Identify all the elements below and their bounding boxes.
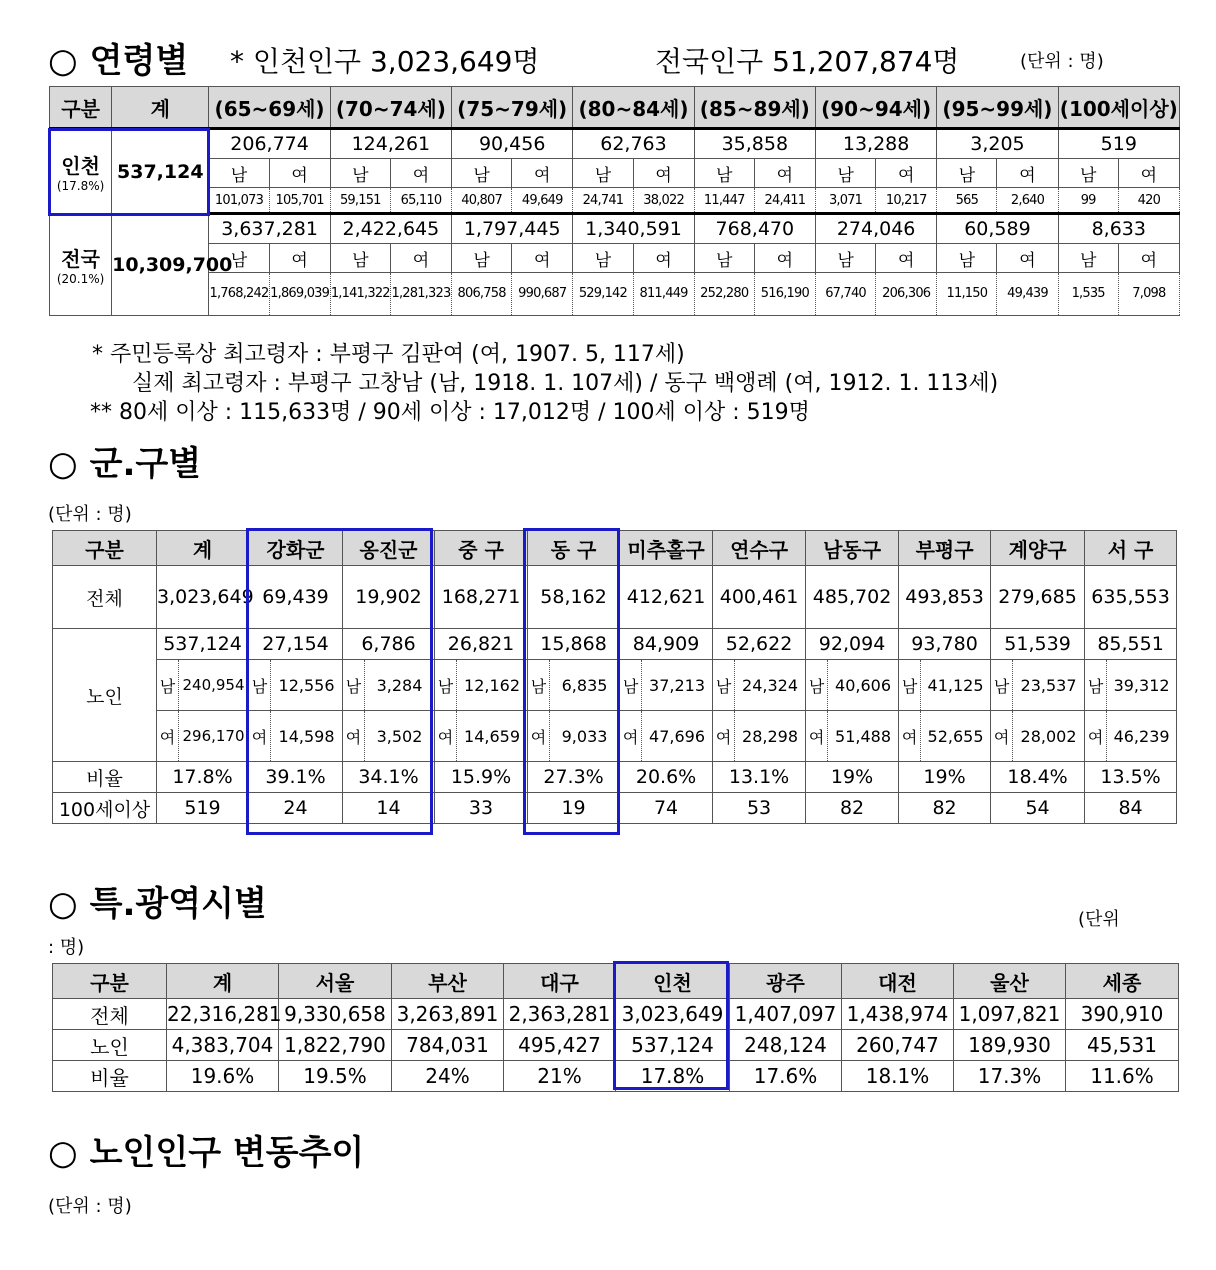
table-row [50, 159, 1180, 188]
male-label: 남 [573, 159, 633, 188]
female-count: 65,110 [390, 188, 451, 214]
unit-label: (단위 : 명) [48, 1196, 132, 1217]
column-header: 대전 [842, 964, 954, 999]
female-elderly-count: 52,655 [921, 711, 991, 762]
total-population: 69,439 [249, 566, 343, 629]
age-group-table [49, 86, 1180, 316]
female-label: 여 [713, 711, 735, 762]
elderly-population: 189,930 [954, 1030, 1066, 1061]
female-label: 여 [1118, 244, 1179, 273]
male-label: 남 [806, 660, 828, 711]
male-count: 806,758 [452, 273, 512, 316]
table-row [53, 999, 1179, 1030]
female-elderly-count: 47,696 [642, 711, 713, 762]
total-population: 58,162 [528, 566, 620, 629]
section-title-text: 연령별 [89, 41, 189, 81]
elderly-ratio: 24% [392, 1061, 504, 1092]
elderly-population: 1,822,790 [279, 1030, 392, 1061]
male-count: 11,447 [694, 188, 754, 214]
age-group-total: 3,205 [937, 129, 1058, 159]
section-title-age [48, 33, 188, 82]
male-label: 남 [1085, 660, 1107, 711]
male-count: 67,740 [815, 273, 875, 316]
table-row [53, 660, 1177, 711]
elderly-population: 84,909 [620, 629, 713, 660]
female-label: 여 [269, 159, 330, 188]
male-count: 1,768,242 [209, 273, 269, 316]
centenarian-count: 84 [1085, 793, 1177, 824]
column-header: 부산 [392, 964, 504, 999]
age-group-total: 60,589 [937, 214, 1058, 244]
female-label: 여 [1118, 159, 1179, 188]
male-label: 남 [1058, 244, 1118, 273]
elderly-ratio: 19% [899, 762, 991, 793]
centenarian-count: 82 [899, 793, 991, 824]
column-header: 인천 [616, 964, 730, 999]
female-label: 여 [754, 244, 815, 273]
total-population: 412,621 [620, 566, 713, 629]
district-table [52, 530, 1177, 824]
elderly-ratio: 18.4% [991, 762, 1085, 793]
elderly-population: 4,383,704 [167, 1030, 279, 1061]
row-label: 전체 [53, 566, 157, 629]
total-population: 3,263,891 [392, 999, 504, 1030]
column-header: 세종 [1066, 964, 1179, 999]
elderly-ratio: 11.6% [1066, 1061, 1179, 1092]
female-elderly-count: 51,488 [828, 711, 899, 762]
row-label: 노인 [53, 1030, 167, 1061]
total-population: 2,363,281 [504, 999, 616, 1030]
column-header: 계양구 [991, 531, 1085, 566]
male-label: 남 [899, 660, 921, 711]
column-header: 계 [112, 87, 209, 129]
female-label: 여 [249, 711, 271, 762]
female-count: 1,281,323 [390, 273, 451, 316]
incheon-row-label [50, 129, 112, 214]
table-row [50, 129, 1180, 159]
total-population: 400,461 [713, 566, 806, 629]
male-label: 남 [937, 159, 997, 188]
age-group-total: 13,288 [815, 129, 936, 159]
age-group-total: 2,422,645 [330, 214, 451, 244]
female-label: 여 [512, 244, 573, 273]
column-header: 남동구 [806, 531, 899, 566]
female-label: 여 [620, 711, 642, 762]
row-label: 100세이상 [53, 793, 157, 824]
circle-bullet-icon: ○ [48, 41, 78, 81]
elderly-ratio: 13.1% [713, 762, 806, 793]
female-elderly-count: 9,033 [550, 711, 620, 762]
nation-population-summary: 전국인구 51,207,874명 [655, 45, 960, 78]
female-count: 206,306 [876, 273, 937, 316]
female-count: 990,687 [512, 273, 573, 316]
section-title-district [48, 436, 201, 485]
female-label: 여 [269, 244, 330, 273]
male-count: 252,280 [694, 273, 754, 316]
region-share: (17.8%) [56, 179, 105, 193]
male-label: 남 [330, 244, 390, 273]
elderly-ratio: 15.9% [435, 762, 528, 793]
centenarian-count: 19 [528, 793, 620, 824]
age-group-total: 3,637,281 [209, 214, 330, 244]
age-group-total: 1,340,591 [573, 214, 694, 244]
elderly-population: 27,154 [249, 629, 343, 660]
age-group-total: 8,633 [1058, 214, 1179, 244]
column-header: 구분 [53, 531, 157, 566]
elderly-ratio: 17.8% [616, 1061, 730, 1092]
column-header: (90~94세) [815, 87, 936, 129]
male-count: 24,741 [573, 188, 633, 214]
age-group-total: 35,858 [694, 129, 815, 159]
male-label: 남 [620, 660, 642, 711]
female-count: 105,701 [269, 188, 330, 214]
column-header: 미추홀구 [620, 531, 713, 566]
column-header: 연수구 [713, 531, 806, 566]
male-label: 남 [1058, 159, 1118, 188]
male-label: 남 [343, 660, 365, 711]
table-row [53, 793, 1177, 824]
female-count: 7,098 [1118, 273, 1179, 316]
elderly-population: 51,539 [991, 629, 1085, 660]
male-label: 남 [209, 244, 269, 273]
total-population: 485,702 [806, 566, 899, 629]
table-row [50, 273, 1180, 316]
female-label: 여 [1085, 711, 1107, 762]
male-label: 남 [452, 244, 512, 273]
elderly-population: 537,124 [157, 629, 249, 660]
column-header: (95~99세) [937, 87, 1058, 129]
female-count: 38,022 [633, 188, 694, 214]
female-elderly-count: 28,002 [1013, 711, 1085, 762]
centenarian-count: 33 [435, 793, 528, 824]
male-label: 남 [991, 660, 1013, 711]
female-label: 여 [528, 711, 550, 762]
centenarian-count: 14 [343, 793, 435, 824]
elderly-population: 15,868 [528, 629, 620, 660]
male-count: 565 [937, 188, 997, 214]
column-header: 중 구 [435, 531, 528, 566]
female-count: 49,439 [997, 273, 1058, 316]
male-count: 3,071 [815, 188, 875, 214]
region-share: (20.1%) [56, 272, 105, 286]
male-elderly-count: 23,537 [1013, 660, 1085, 711]
centenarian-count: 82 [806, 793, 899, 824]
note-oldest-registered: * 주민등록상 최고령자 : 부평구 김판여 (여, 1907. 5, 117세) [92, 342, 685, 367]
female-count: 1,869,039 [269, 273, 330, 316]
male-label: 남 [815, 159, 875, 188]
total-population: 279,685 [991, 566, 1085, 629]
column-header: (85~89세) [694, 87, 815, 129]
circle-bullet-icon: ○ [48, 884, 78, 924]
male-count: 40,807 [452, 188, 512, 214]
female-label: 여 [390, 244, 451, 273]
table-header-row [53, 531, 1177, 566]
column-header: 광주 [730, 964, 842, 999]
section-title-trend [48, 1125, 364, 1174]
female-label: 여 [876, 244, 937, 273]
table-row [53, 629, 1177, 660]
column-header: 옹진군 [343, 531, 435, 566]
row-label: 노인 [53, 629, 157, 762]
elderly-population: 248,124 [730, 1030, 842, 1061]
age-group-total: 90,456 [452, 129, 573, 159]
total-population: 168,271 [435, 566, 528, 629]
male-count: 59,151 [330, 188, 390, 214]
elderly-population: 784,031 [392, 1030, 504, 1061]
male-count: 11,150 [937, 273, 997, 316]
column-header: 대구 [504, 964, 616, 999]
column-header: 계 [157, 531, 249, 566]
female-elderly-count: 46,239 [1107, 711, 1177, 762]
female-count: 24,411 [754, 188, 815, 214]
table-header-row [53, 964, 1179, 999]
table-row [53, 1061, 1179, 1092]
elderly-population: 6,786 [343, 629, 435, 660]
row-label: 전체 [53, 999, 167, 1030]
male-label: 남 [435, 660, 457, 711]
female-label: 여 [754, 159, 815, 188]
elderly-ratio: 27.3% [528, 762, 620, 793]
male-count: 101,073 [209, 188, 269, 214]
elderly-ratio: 19.6% [167, 1061, 279, 1092]
age-group-total: 274,046 [815, 214, 936, 244]
female-count: 49,649 [512, 188, 573, 214]
row-label: 비율 [53, 1061, 167, 1092]
female-label: 여 [390, 159, 451, 188]
elderly-population: 260,747 [842, 1030, 954, 1061]
total-population: 9,330,658 [279, 999, 392, 1030]
unit-label-part2: : 명) [48, 937, 85, 958]
male-count: 1,535 [1058, 273, 1118, 316]
age-group-total: 124,261 [330, 129, 451, 159]
age-group-total: 1,797,445 [452, 214, 573, 244]
male-label: 남 [694, 244, 754, 273]
female-label: 여 [157, 711, 179, 762]
elderly-ratio: 39.1% [249, 762, 343, 793]
total-population: 1,097,821 [954, 999, 1066, 1030]
male-label: 남 [157, 660, 179, 711]
nation-total: 10,309,700 [112, 214, 209, 316]
unit-label-part1: (단위 [1078, 909, 1120, 930]
column-header: 울산 [954, 964, 1066, 999]
male-elderly-count: 37,213 [642, 660, 713, 711]
column-header: (70~74세) [330, 87, 451, 129]
total-population: 1,407,097 [730, 999, 842, 1030]
centenarian-count: 54 [991, 793, 1085, 824]
column-header: 강화군 [249, 531, 343, 566]
total-population: 19,902 [343, 566, 435, 629]
male-elderly-count: 39,312 [1107, 660, 1177, 711]
section-title-text: 군.구별 [89, 444, 202, 484]
elderly-population: 45,531 [1066, 1030, 1179, 1061]
female-elderly-count: 14,659 [457, 711, 528, 762]
elderly-ratio: 21% [504, 1061, 616, 1092]
female-count: 811,449 [633, 273, 694, 316]
column-header: 계 [167, 964, 279, 999]
male-label: 남 [209, 159, 269, 188]
female-label: 여 [512, 159, 573, 188]
section-title-text: 노인인구 변동추이 [89, 1133, 365, 1173]
centenarian-count: 53 [713, 793, 806, 824]
incheon-population-summary: * 인천인구 3,023,649명 [230, 45, 540, 78]
male-elderly-count: 12,556 [271, 660, 343, 711]
male-label: 남 [694, 159, 754, 188]
female-label: 여 [899, 711, 921, 762]
elderly-ratio: 13.5% [1085, 762, 1177, 793]
column-header: 서 구 [1085, 531, 1177, 566]
age-group-total: 206,774 [209, 129, 330, 159]
table-row [50, 188, 1180, 214]
elderly-population: 495,427 [504, 1030, 616, 1061]
total-population: 22,316,281 [167, 999, 279, 1030]
total-population: 1,438,974 [842, 999, 954, 1030]
male-count: 1,141,322 [330, 273, 390, 316]
female-count: 2,640 [997, 188, 1058, 214]
column-header: 구분 [50, 87, 112, 129]
table-row [53, 566, 1177, 629]
table-row [50, 214, 1180, 244]
circle-bullet-icon: ○ [48, 1133, 78, 1173]
female-label: 여 [876, 159, 937, 188]
male-elderly-count: 12,162 [457, 660, 528, 711]
region-name: 인천 [61, 154, 100, 178]
centenarian-count: 24 [249, 793, 343, 824]
column-header: (100세이상) [1058, 87, 1179, 129]
elderly-population: 537,124 [616, 1030, 730, 1061]
male-label: 남 [937, 244, 997, 273]
male-elderly-count: 6,835 [550, 660, 620, 711]
age-group-total: 62,763 [573, 129, 694, 159]
male-label: 남 [573, 244, 633, 273]
table-row [53, 711, 1177, 762]
column-header: 부평구 [899, 531, 991, 566]
female-elderly-count: 3,502 [365, 711, 435, 762]
column-header: (80~84세) [573, 87, 694, 129]
male-elderly-count: 240,954 [179, 660, 249, 711]
row-label: 비율 [53, 762, 157, 793]
male-count: 99 [1058, 188, 1118, 214]
female-elderly-count: 14,598 [271, 711, 343, 762]
elderly-ratio: 18.1% [842, 1061, 954, 1092]
section-title-metro [48, 876, 267, 925]
elderly-ratio: 17.6% [730, 1061, 842, 1092]
male-label: 남 [330, 159, 390, 188]
total-population: 3,023,649 [616, 999, 730, 1030]
male-elderly-count: 3,284 [365, 660, 435, 711]
note-age-totals: ** 80세 이상 : 115,633명 / 90세 이상 : 17,012명 / 100세 이상 : 519명 [90, 400, 810, 425]
column-header: (65~69세) [209, 87, 330, 129]
incheon-total: 537,124 [112, 129, 209, 214]
elderly-ratio: 34.1% [343, 762, 435, 793]
column-header: 구분 [53, 964, 167, 999]
total-population: 390,910 [1066, 999, 1179, 1030]
elderly-population: 26,821 [435, 629, 528, 660]
female-label: 여 [997, 159, 1058, 188]
age-group-total: 519 [1058, 129, 1179, 159]
male-label: 남 [528, 660, 550, 711]
table-row [53, 762, 1177, 793]
male-elderly-count: 24,324 [735, 660, 806, 711]
column-header: 서울 [279, 964, 392, 999]
female-label: 여 [435, 711, 457, 762]
male-label: 남 [815, 244, 875, 273]
female-count: 420 [1118, 188, 1179, 214]
female-label: 여 [997, 244, 1058, 273]
column-header: 동 구 [528, 531, 620, 566]
nation-row-label [50, 214, 112, 316]
column-header: (75~79세) [452, 87, 573, 129]
female-label: 여 [806, 711, 828, 762]
elderly-population: 85,551 [1085, 629, 1177, 660]
total-population: 493,853 [899, 566, 991, 629]
elderly-ratio: 19.5% [279, 1061, 392, 1092]
female-label: 여 [633, 244, 694, 273]
unit-label: (단위 : 명) [1020, 51, 1104, 72]
total-population: 635,553 [1085, 566, 1177, 629]
male-label: 남 [249, 660, 271, 711]
elderly-population: 93,780 [899, 629, 991, 660]
elderly-population: 92,094 [806, 629, 899, 660]
male-elderly-count: 40,606 [828, 660, 899, 711]
note-oldest-actual: 실제 최고령자 : 부평구 고창남 (남, 1918. 1. 107세) / 동구 백앵례 (여, 1912. 1. 113세) [132, 371, 999, 396]
female-count: 516,190 [754, 273, 815, 316]
elderly-ratio: 17.3% [954, 1061, 1066, 1092]
male-elderly-count: 41,125 [921, 660, 991, 711]
unit-label: (단위 : 명) [48, 504, 132, 525]
region-name: 전국 [61, 247, 100, 271]
female-count: 10,217 [876, 188, 937, 214]
male-label: 남 [452, 159, 512, 188]
table-row [53, 1030, 1179, 1061]
metro-city-table [52, 963, 1179, 1092]
female-label: 여 [343, 711, 365, 762]
female-label: 여 [633, 159, 694, 188]
elderly-ratio: 20.6% [620, 762, 713, 793]
centenarian-count: 74 [620, 793, 713, 824]
male-label: 남 [713, 660, 735, 711]
elderly-population: 52,622 [713, 629, 806, 660]
section-title-text: 특.광역시별 [89, 884, 267, 924]
elderly-ratio: 17.8% [157, 762, 249, 793]
elderly-ratio: 19% [806, 762, 899, 793]
table-header-row [50, 87, 1180, 129]
female-elderly-count: 296,170 [179, 711, 249, 762]
female-elderly-count: 28,298 [735, 711, 806, 762]
female-label: 여 [991, 711, 1013, 762]
total-population: 3,023,649 [157, 566, 249, 629]
centenarian-count: 519 [157, 793, 249, 824]
circle-bullet-icon: ○ [48, 444, 78, 484]
age-group-total: 768,470 [694, 214, 815, 244]
male-count: 529,142 [573, 273, 633, 316]
